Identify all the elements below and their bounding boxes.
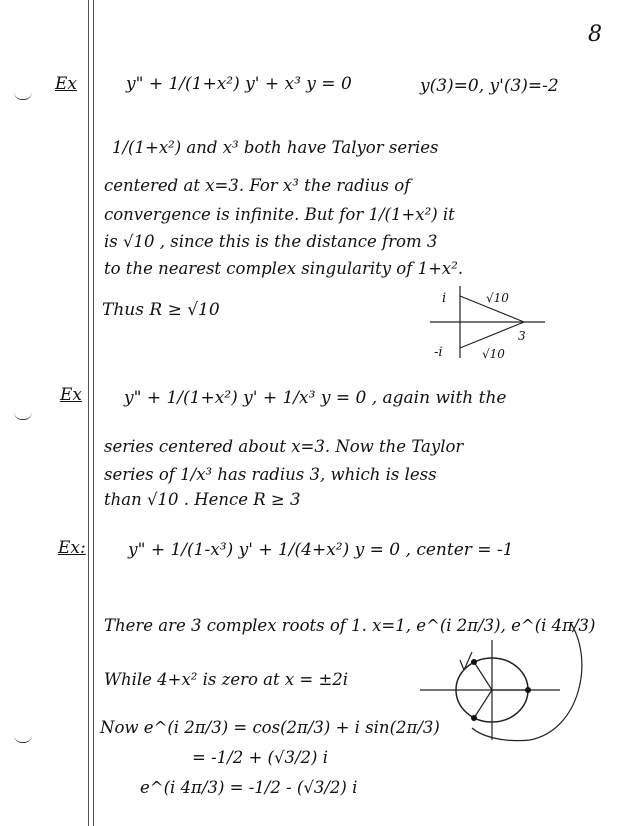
- root-point: [471, 659, 477, 665]
- note-line: convergence is infinite. But for 1/(1+x²) it: [104, 205, 455, 224]
- euler-line: Now e^(i 2π/3) = cos(2π/3) + i sin(2π/3): [100, 718, 440, 737]
- note-line: series centered about x=3. Now the Taylor: [104, 437, 464, 456]
- note-line: series of 1/x³ has radius 3, which is less: [104, 465, 437, 484]
- note-line: While 4+x² is zero at x = ±2i: [104, 670, 349, 689]
- note-line: 1/(1+x²) and x³ both have Talyor series: [112, 138, 439, 157]
- label-sqrt-top: √10: [486, 291, 509, 305]
- note-line: to the nearest complex singularity of 1+x².: [104, 259, 464, 278]
- example-equation: y" + 1/(1+x²) y' + 1/x³ y = 0 , again with the: [124, 388, 507, 408]
- distance-diagram: [420, 282, 550, 362]
- label-i: i: [442, 291, 447, 306]
- example-equation: y" + 1/(1-x³) y' + 1/(4+x²) y = 0 , center = -1: [128, 540, 514, 560]
- margin-rule-right: [93, 0, 94, 826]
- example-label: Ex:: [58, 538, 86, 558]
- roots-of-unity-diagram: [420, 600, 595, 745]
- margin-tick: [14, 412, 32, 420]
- margin-rule-left: [88, 0, 89, 826]
- margin-tick: [14, 92, 32, 100]
- example-equation: y" + 1/(1+x²) y' + x³ y = 0: [126, 74, 352, 94]
- label-sqrt-bottom: √10: [482, 347, 505, 361]
- euler-line: e^(i 4π/3) = -1/2 - (√3/2) i: [140, 778, 358, 797]
- triangle-bottom-edge: [460, 322, 524, 348]
- initial-conditions: y(3)=0, y'(3)=-2: [420, 76, 559, 96]
- note-line: is √10 , since this is the distance from 3: [104, 232, 438, 251]
- label-three: 3: [518, 329, 526, 343]
- margin-tick: [14, 735, 32, 743]
- root-point: [525, 687, 531, 693]
- euler-line: = -1/2 + (√3/2) i: [192, 748, 328, 767]
- note-line: than √10 . Hence R ≥ 3: [104, 490, 301, 509]
- example-label: Ex: [55, 74, 77, 94]
- root-radius: [474, 662, 492, 690]
- root-radius: [474, 690, 492, 718]
- radius-conclusion: Thus R ≥ √10: [102, 300, 220, 320]
- note-line: centered at x=3. For x³ the radius of: [104, 176, 411, 195]
- label-neg-i: -i: [434, 345, 443, 360]
- example-label: Ex: [60, 385, 82, 405]
- page-number: 8: [588, 22, 602, 47]
- root-point: [471, 715, 477, 721]
- note-line: There are 3 complex roots of 1. x=1, e^(i 2π/3), e^(i 4π/3): [104, 616, 596, 635]
